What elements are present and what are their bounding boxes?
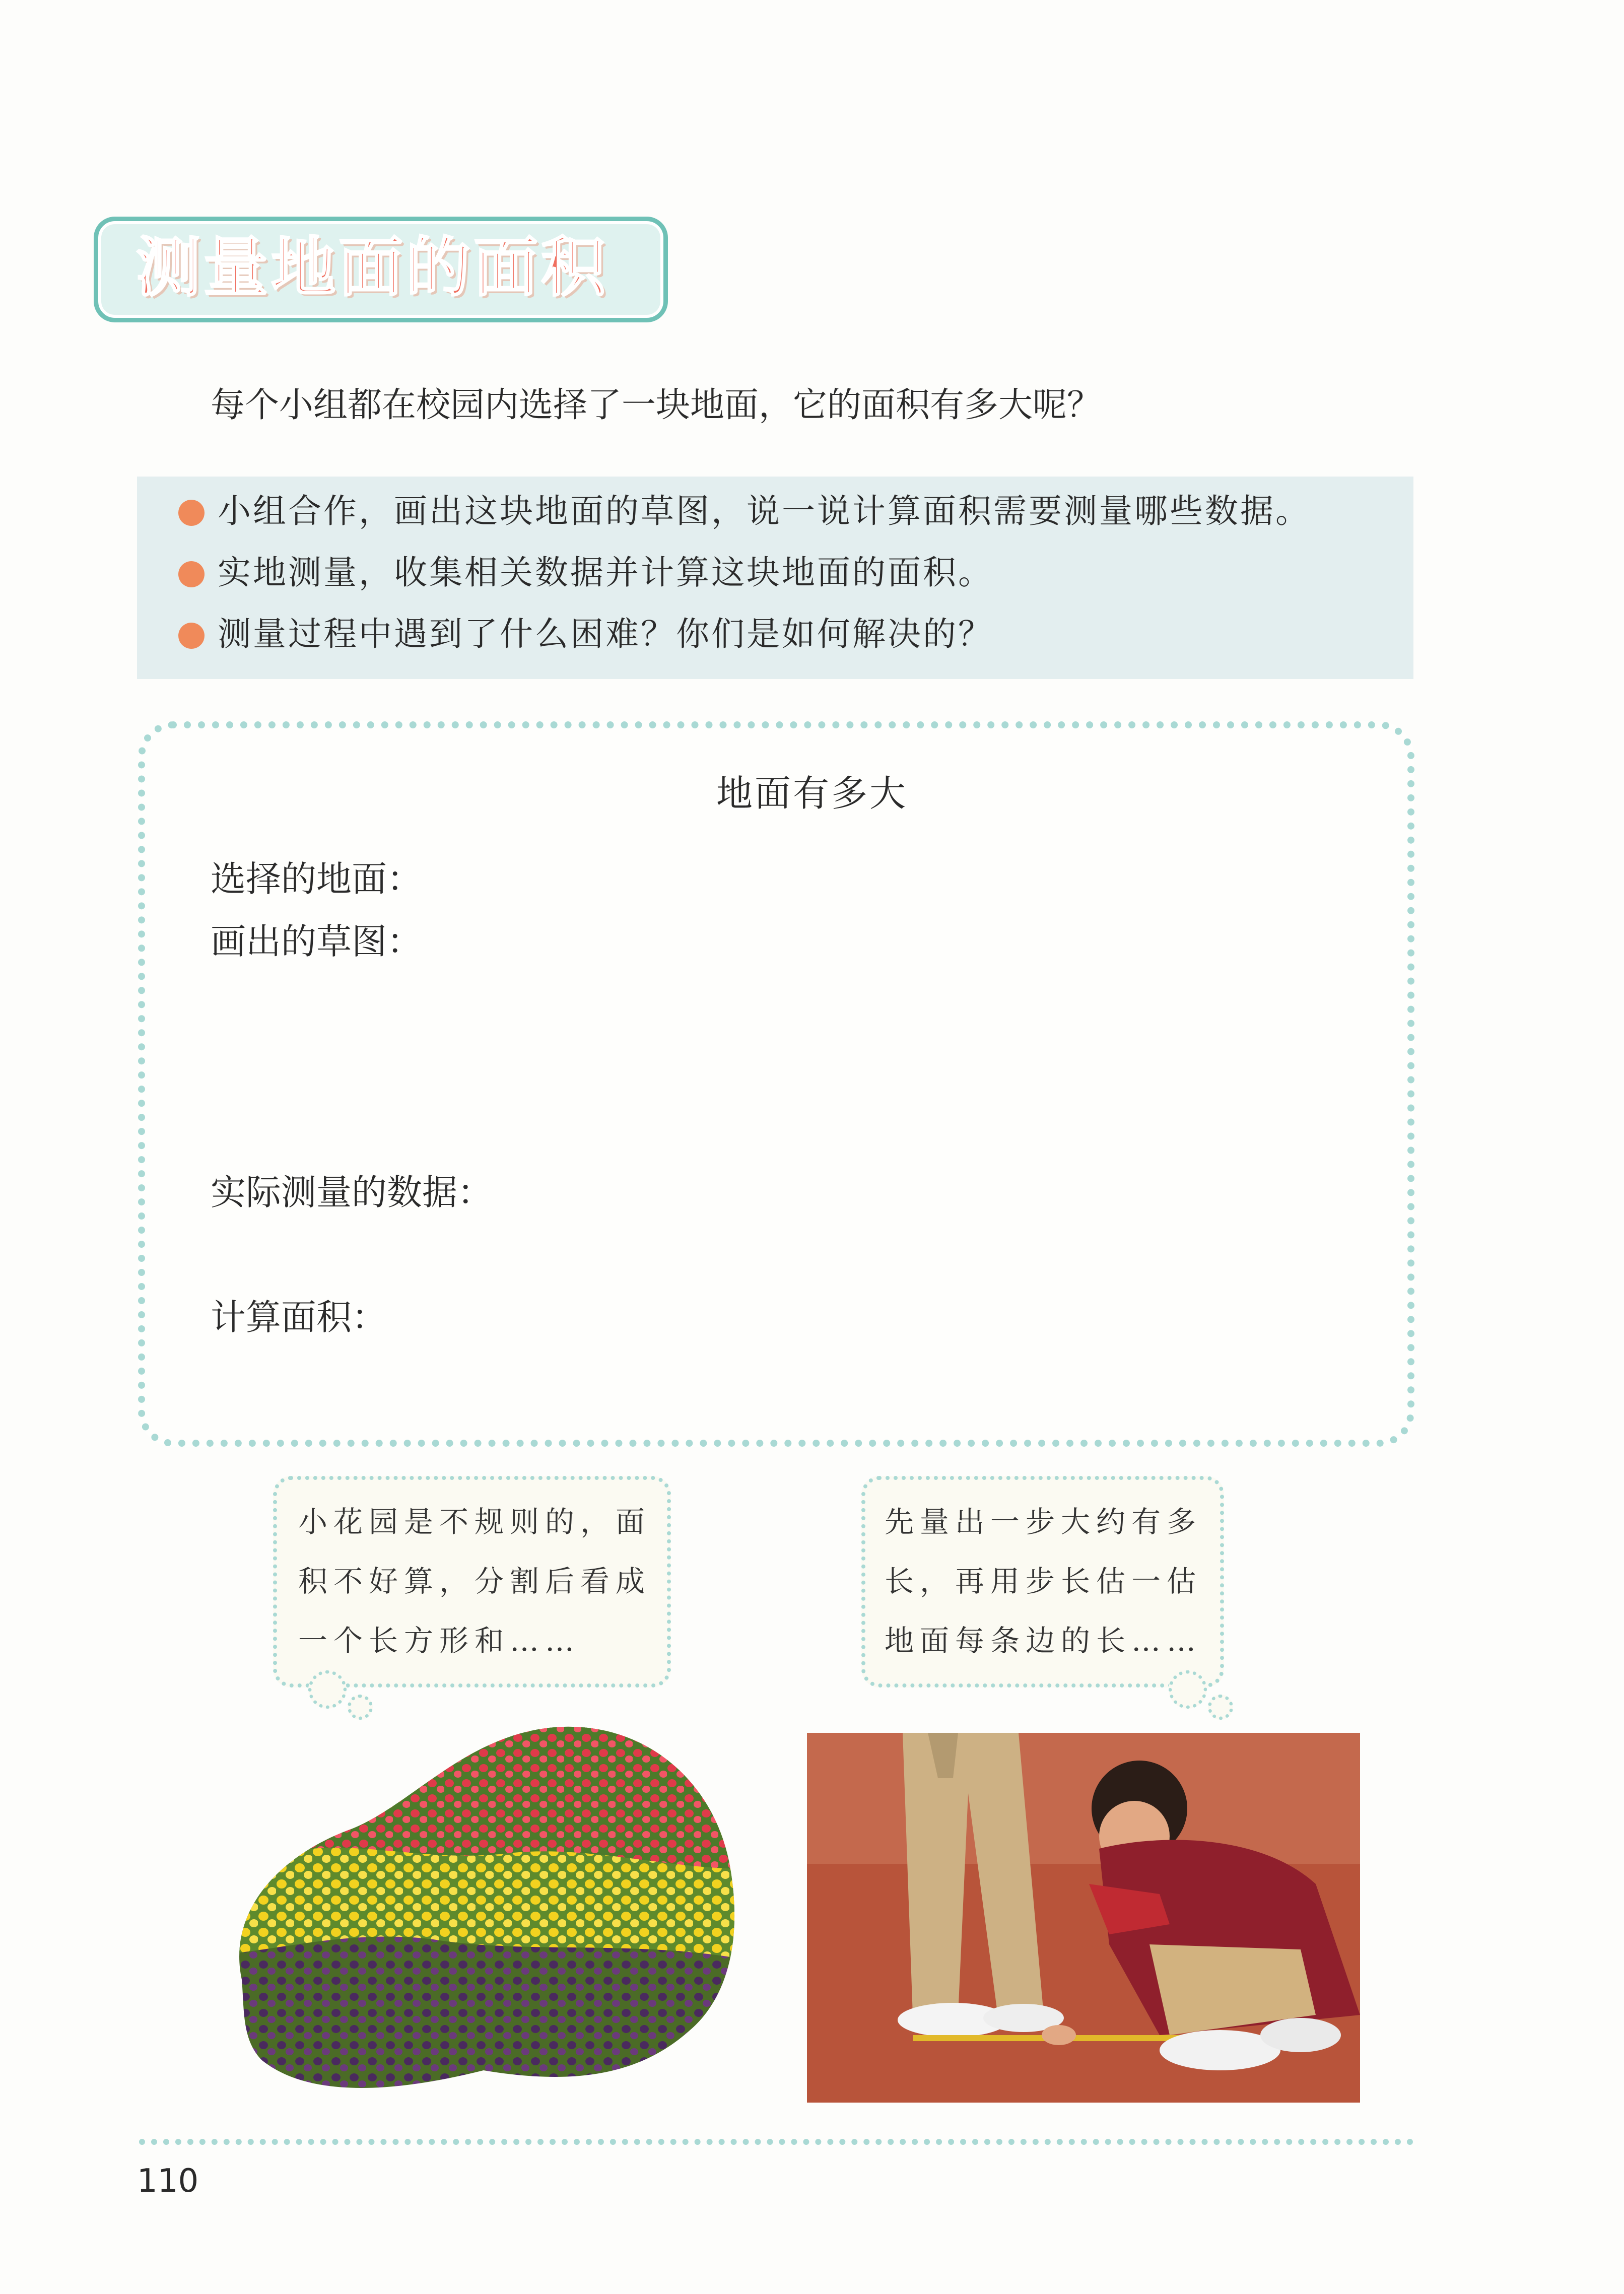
tulip-flowerbed-image — [222, 1718, 746, 2101]
bullet-dot-icon — [178, 500, 205, 526]
bullet-dot-icon — [178, 561, 205, 587]
bubble-right-line: 地面每条边的长…… — [885, 1624, 1202, 1658]
task-item: 实地测量，收集相关数据并计算这块地面的面积。 — [218, 553, 993, 592]
bullet-dot-icon — [178, 623, 205, 649]
bubble-tail-circle — [1169, 1670, 1207, 1709]
bubble-right-line: 先量出一步大约有多 — [885, 1505, 1202, 1539]
bottom-divider — [139, 2139, 1413, 2145]
bubble-left-line: 积不好算，分割后看成 — [298, 1564, 651, 1598]
intro-question: 每个小组都在校园内选择了一块地面，它的面积有多大呢？ — [211, 385, 1102, 425]
selected-ground-label: 选择的地面： — [211, 858, 422, 900]
bubble-tail-circle — [1208, 1695, 1233, 1720]
bubble-tail-circle — [308, 1670, 347, 1709]
record-card-title: 地面有多大 — [716, 772, 908, 815]
bubble-right-line: 长，再用步长估一估 — [885, 1564, 1202, 1598]
measured-data-label: 实际测量的数据： — [211, 1172, 493, 1213]
students-measuring-photo — [807, 1733, 1360, 2103]
bubble-left-line: 一个长方形和…… — [298, 1624, 581, 1658]
task-item: 小组合作，画出这块地面的草图，说一说计算面积需要测量哪些数据。 — [218, 492, 1311, 530]
bubble-tail-circle — [348, 1695, 373, 1720]
area-calculation-label: 计算面积： — [211, 1297, 387, 1338]
bubble-left-line: 小花园是不规则的，面 — [298, 1505, 651, 1539]
task-item: 测量过程中遇到了什么困难？你们是如何解决的？ — [218, 615, 993, 653]
sketch-label: 画出的草图： — [211, 921, 422, 962]
page-number: 110 — [137, 2163, 199, 2200]
page-title: 测量地面的面积 — [136, 230, 609, 305]
